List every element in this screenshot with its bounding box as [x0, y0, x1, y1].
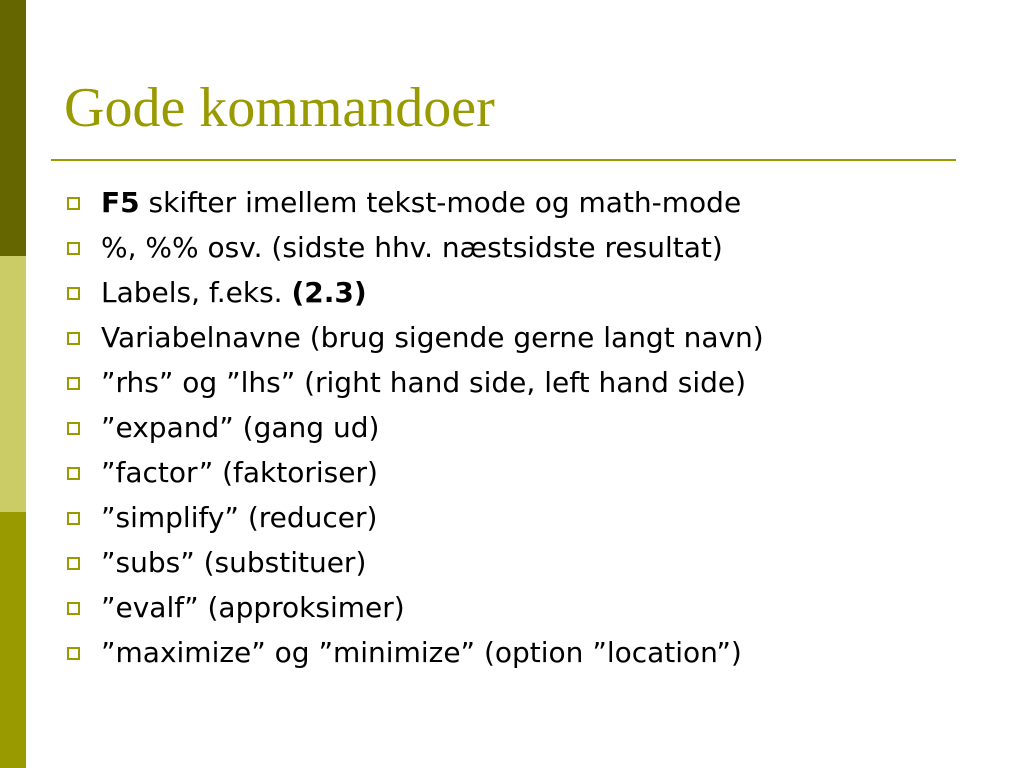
bullet-item [64, 180, 764, 225]
square-bullet-icon [67, 557, 80, 570]
side-bar-bottom-segment [0, 512, 26, 768]
bullet-list [64, 180, 764, 675]
bullet-text: %, %% osv. (sidste hhv. næstsidste resultat) [101, 231, 723, 264]
square-bullet-icon [67, 467, 80, 480]
bullet-item [64, 270, 764, 315]
bullet-text: Labels, f.eks. [101, 276, 292, 309]
square-bullet-icon [67, 242, 80, 255]
bullet-key-term: F5 [101, 186, 140, 219]
bullet-item [64, 495, 764, 540]
title-underline [51, 159, 956, 161]
bullet-item [64, 405, 764, 450]
square-bullet-icon [67, 422, 80, 435]
square-bullet-icon [67, 602, 80, 615]
bullet-item [64, 630, 764, 675]
square-bullet-icon [67, 512, 80, 525]
bullet-item [64, 585, 764, 630]
side-bar-middle-segment [0, 256, 26, 512]
bullet-text: ”expand” (gang ud) [101, 411, 380, 444]
square-bullet-icon [67, 377, 80, 390]
bullet-text: Variabelnavne (brug sigende gerne langt navn) [101, 321, 764, 354]
bullet-text: ”evalf” (approksimer) [101, 591, 405, 624]
side-bar-top-segment [0, 0, 26, 256]
bullet-text: ”subs” (substituer) [101, 546, 367, 579]
square-bullet-icon [67, 287, 80, 300]
bullet-item [64, 315, 764, 360]
bullet-text: skifter imellem tekst-mode og math-mode [139, 186, 742, 219]
square-bullet-icon [67, 647, 80, 660]
bullet-text: ”rhs” og ”lhs” (right hand side, left hand side) [101, 366, 747, 399]
side-accent-bar [0, 0, 26, 768]
bullet-emphasis: (2.3) [291, 276, 367, 309]
bullet-item [64, 360, 764, 405]
bullet-text: ”maximize” og ”minimize” (option ”location”) [101, 636, 742, 669]
bullet-text: ”simplify” (reducer) [101, 501, 378, 534]
bullet-item [64, 225, 764, 270]
bullet-item [64, 450, 764, 495]
square-bullet-icon [67, 332, 80, 345]
square-bullet-icon [67, 197, 80, 210]
slide-title: Gode kommandoer [64, 77, 495, 139]
bullet-item [64, 540, 764, 585]
bullet-text: ”factor” (faktoriser) [101, 456, 378, 489]
